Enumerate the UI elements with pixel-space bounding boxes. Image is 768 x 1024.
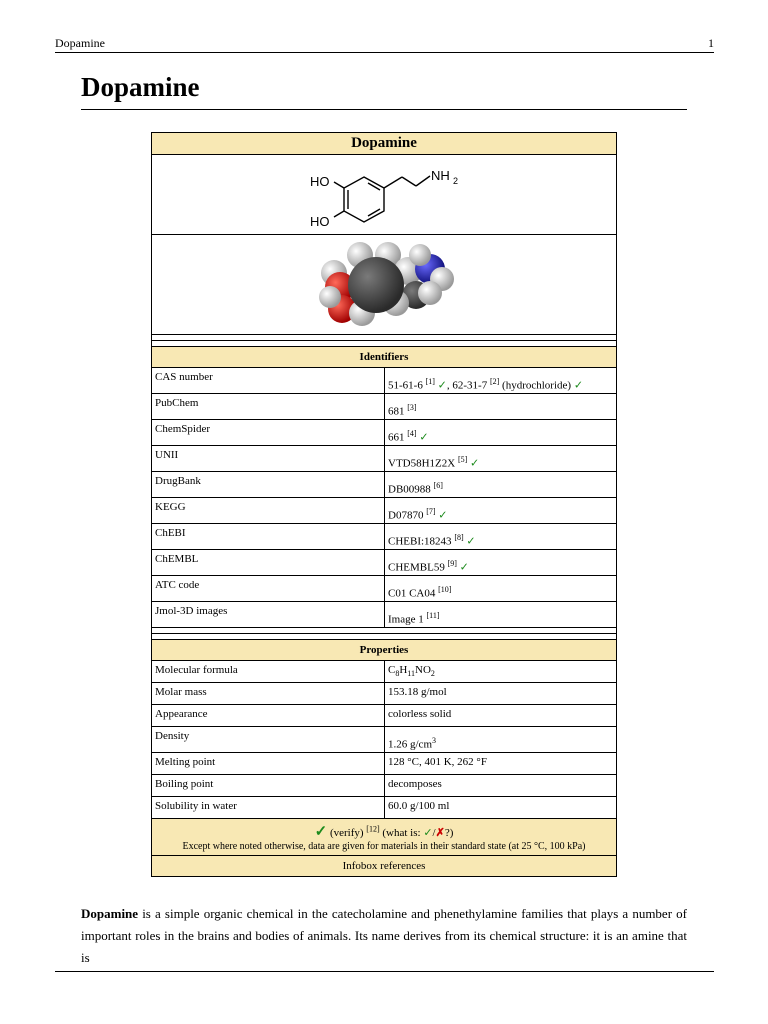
appearance-value: colorless solid — [385, 705, 617, 727]
check-icon: ✓ — [573, 379, 584, 392]
melting-row — [152, 753, 617, 775]
jmol-label: Jmol-3D images — [152, 602, 385, 628]
body-bold-term: Dopamine — [81, 906, 139, 921]
chebi-row — [152, 524, 617, 550]
jmol-ref[interactable]: [11] — [426, 611, 440, 620]
slash-separator: / — [432, 827, 436, 839]
formula-label: Molecular formula — [152, 661, 385, 683]
check-icon: ✓ — [419, 431, 429, 444]
melting-value: 128 °C, 401 K, 262 °F — [385, 753, 617, 775]
chemspider-value[interactable]: 661 — [388, 431, 405, 444]
chebi-value[interactable]: CHEBI:18243 — [388, 535, 452, 548]
atc-label: ATC code — [152, 576, 385, 602]
pubchem-row — [152, 394, 617, 420]
atc-row — [152, 576, 617, 602]
cross-icon[interactable]: ✗ — [435, 827, 445, 839]
pubchem-value[interactable]: 681 — [388, 405, 405, 418]
cas-hydrochloride-note: (hydrochloride) — [502, 379, 572, 392]
kegg-value[interactable]: D07870 — [388, 509, 424, 522]
density-row — [152, 727, 617, 753]
pubchem-label: PubChem — [152, 394, 385, 420]
chebi-ref[interactable]: [8] — [454, 533, 464, 542]
space-filling-model-cell — [152, 235, 617, 335]
verify-ref[interactable]: [12] — [366, 824, 380, 834]
benzene-ring — [344, 177, 384, 222]
jmol-value[interactable]: Image 1 — [388, 613, 424, 626]
melting-label: Melting point — [152, 753, 385, 775]
density-label: Density — [152, 727, 385, 753]
chemspider-label: ChemSpider — [152, 420, 385, 446]
check-icon: ✓ — [466, 535, 476, 548]
atc-value[interactable]: C01 CA04 — [388, 587, 436, 600]
running-header — [55, 36, 714, 53]
chembox-infobox — [151, 132, 617, 877]
pubchem-ref[interactable]: [3] — [407, 403, 417, 412]
chebi-label: ChEBI — [152, 524, 385, 550]
amine-subscript: 2 — [453, 176, 459, 186]
unii-row — [152, 446, 617, 472]
cas-ref-2[interactable]: [2] — [489, 377, 500, 386]
formula-row — [152, 661, 617, 683]
boiling-value: decomposes — [385, 775, 617, 797]
chembl-value[interactable]: CHEMBL59 — [388, 561, 445, 574]
cas-ref-1[interactable]: [1] — [425, 377, 435, 386]
unii-label: UNII — [152, 446, 385, 472]
appearance-row — [152, 705, 617, 727]
density-exponent: 3 — [432, 736, 436, 745]
molar-mass-label: Molar mass — [152, 683, 385, 705]
chembl-row — [152, 550, 617, 576]
body-paragraph — [81, 903, 687, 969]
kegg-ref[interactable]: [7] — [426, 507, 436, 516]
article-title: Dopamine — [81, 72, 687, 110]
structure-diagram-cell — [152, 155, 617, 235]
what-is-text: (what is: — [382, 827, 421, 839]
kegg-row — [152, 498, 617, 524]
page-number: 1 — [708, 36, 714, 50]
footer-rule — [55, 971, 714, 972]
amine-label: NH — [431, 168, 450, 183]
infobox-references-link[interactable]: Infobox references — [152, 856, 617, 877]
chembl-ref[interactable]: [9] — [447, 559, 457, 568]
infobox-caption: Dopamine — [152, 133, 617, 155]
space-filling-model-image — [304, 235, 464, 331]
boiling-label: Boiling point — [152, 775, 385, 797]
verify-link[interactable]: (verify) — [329, 827, 364, 839]
appearance-label: Appearance — [152, 705, 385, 727]
running-header-title: Dopamine — [55, 36, 105, 50]
identifiers-heading: Identifiers — [152, 347, 617, 368]
verified-check-icon: ✓ — [314, 824, 328, 840]
hydroxyl-top-label: HO — [310, 174, 330, 189]
standard-state-note: Except where noted otherwise, data are given for materials in their standard state (at 25 °C, 100 kPa) — [182, 841, 586, 852]
formula-value: $C_8H_{11}NO_2$ — [385, 661, 617, 683]
unii-ref[interactable]: [5] — [457, 455, 468, 464]
check-icon: ✓ — [470, 457, 480, 470]
molar-mass-value: 153.18 g/mol — [385, 683, 617, 705]
drugbank-value[interactable]: DB00988 — [388, 483, 431, 496]
verification-footer — [152, 819, 617, 856]
atc-ref[interactable]: [10] — [438, 585, 452, 594]
skeletal-structure-diagram — [284, 155, 484, 231]
what-is-close: ?) — [444, 827, 454, 839]
check-icon[interactable]: ✓ — [423, 827, 433, 839]
cas-value-hydrochloride[interactable]: , 62-31-7 — [446, 379, 488, 392]
body-text: is a simple organic chemical in the catecholamine and phenethylamine families that plays a number of important roles in the brains and bodies of animals. Its name derives from its chemical structure: it is an amine that is — [81, 906, 687, 965]
drugbank-row — [152, 472, 617, 498]
solubility-row — [152, 797, 617, 819]
molar-mass-row — [152, 683, 617, 705]
drugbank-ref[interactable]: [6] — [433, 481, 443, 490]
properties-heading: Properties — [152, 640, 617, 661]
chemspider-ref[interactable]: [4] — [407, 429, 417, 438]
cas-value[interactable]: 51-61-6 — [388, 379, 423, 392]
cas-row — [152, 368, 617, 394]
solubility-value: 60.0 g/100 ml — [385, 797, 617, 819]
drugbank-label: DrugBank — [152, 472, 385, 498]
chembl-label: ChEMBL — [152, 550, 385, 576]
jmol-row — [152, 602, 617, 628]
boiling-row — [152, 775, 617, 797]
check-icon: ✓ — [437, 379, 447, 392]
check-icon: ✓ — [438, 509, 448, 522]
hydroxyl-bottom-label: HO — [310, 214, 330, 229]
kegg-label: KEGG — [152, 498, 385, 524]
cas-label: CAS number — [152, 368, 385, 394]
check-icon: ✓ — [459, 561, 469, 574]
density-value: 1.26 g/cm — [388, 738, 432, 751]
unii-value[interactable]: VTD58H1Z2X — [388, 457, 456, 470]
solubility-label: Solubility in water — [152, 797, 385, 819]
chemspider-row — [152, 420, 617, 446]
